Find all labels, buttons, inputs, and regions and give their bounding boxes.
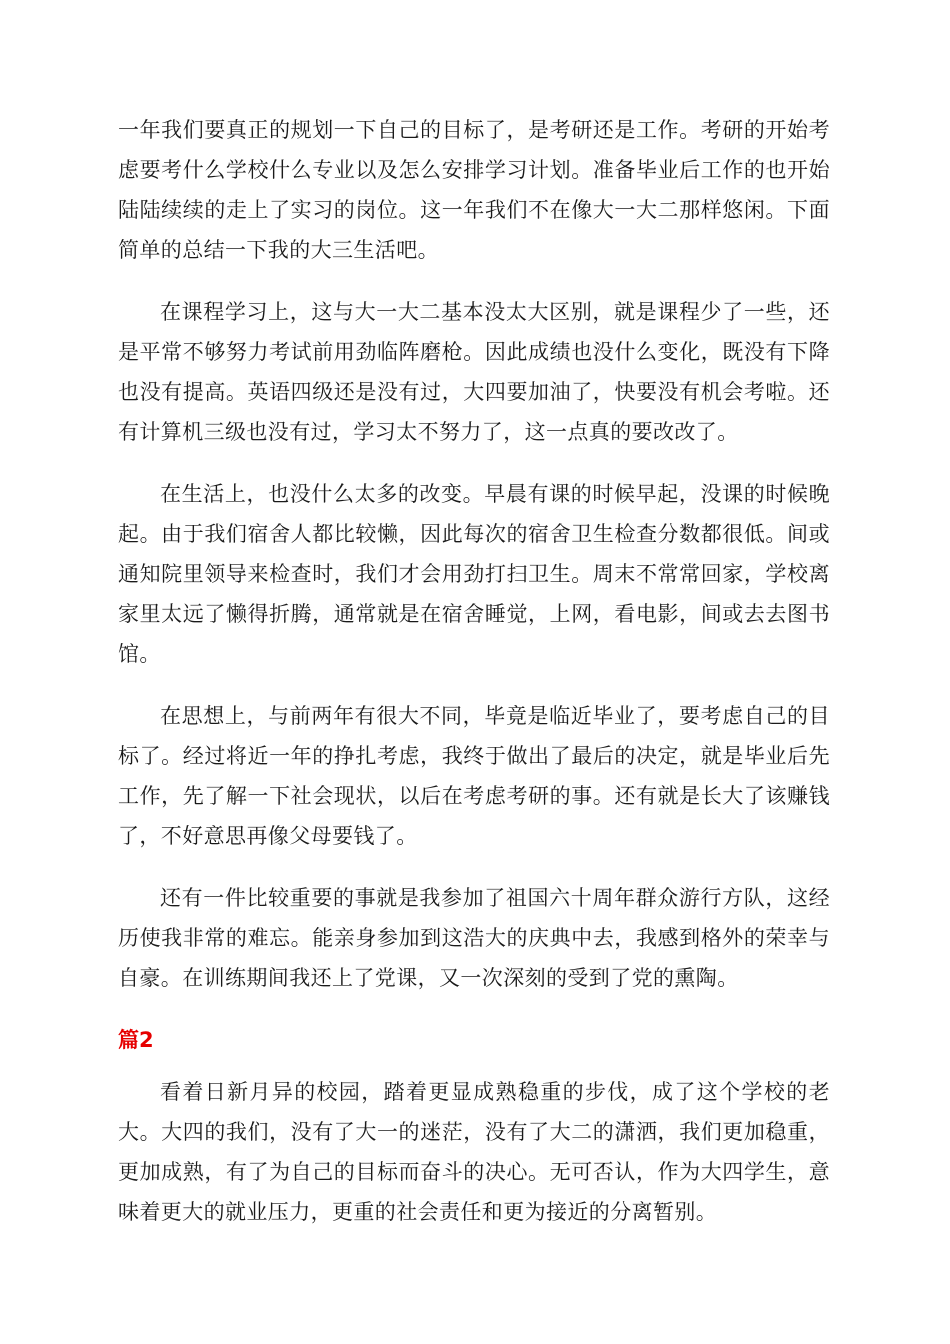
paragraph-continuation: 一年我们要真正的规划一下自己的目标了，是考研还是工作。考研的开始考虑要考什么学校什么专业以及怎么安排学习计划。准备毕业后工作的也开始陆陆续续的走上了实习的岗位。这一年我们不在像大一大二那样悠闲。下面简单的总结一下我的大三生活吧。 (118, 118, 830, 262)
section-heading: 篇2 (118, 1028, 154, 1052)
paragraph-senior-year: 看着日新月异的校园，踏着更显成熟稳重的步伐，成了这个学校的老大。大四的我们，没有了大一的迷茫，没有了大二的潇洒，我们更加稳重，更加成熟，有了为自己的目标而奋斗的决心。无可否认，作为大四学生，意味着更大的就业压力，更重的社会责任和更为接近的分离暂别。 (118, 1080, 830, 1224)
paragraph-daily-life: 在生活上，也没什么太多的改变。早晨有课的时候早起，没课的时候晚起。由于我们宿舍人都比较懒，因此每次的宿舍卫生检查分数都很低。间或通知院里领导来检查时，我们才会用劲打扫卫生。周末不常常回家，学校离家里太远了懒得折腾，通常就是在宿舍睡觉，上网，看电影，间或去去图书馆。 (118, 482, 830, 666)
paragraph-parade: 还有一件比较重要的事就是我参加了祖国六十周年群众游行方队，这经历使我非常的难忘。能亲身参加到这浩大的庆典中去，我感到格外的荣幸与自豪。在训练期间我还上了党课，又一次深刻的受到了党的熏陶。 (118, 886, 830, 990)
paragraph-thoughts: 在思想上，与前两年有很大不同，毕竟是临近毕业了，要考虑自己的目标了。经过将近一年的挣扎考虑，我终于做出了最后的决定，就是毕业后先工作，先了解一下社会现状，以后在考虑考研的事。还有就是长大了该赚钱了，不好意思再像父母要钱了。 (118, 704, 830, 848)
paragraph-coursework: 在课程学习上，这与大一大二基本没太大区别，就是课程少了一些，还是平常不够努力考试前用劲临阵磨枪。因此成绩也没什么变化，既没有下降也没有提高。英语四级还是没有过，大四要加油了，快要没有机会考啦。还有计算机三级也没有过，学习太不努力了，这一点真的要改改了。 (118, 300, 830, 444)
